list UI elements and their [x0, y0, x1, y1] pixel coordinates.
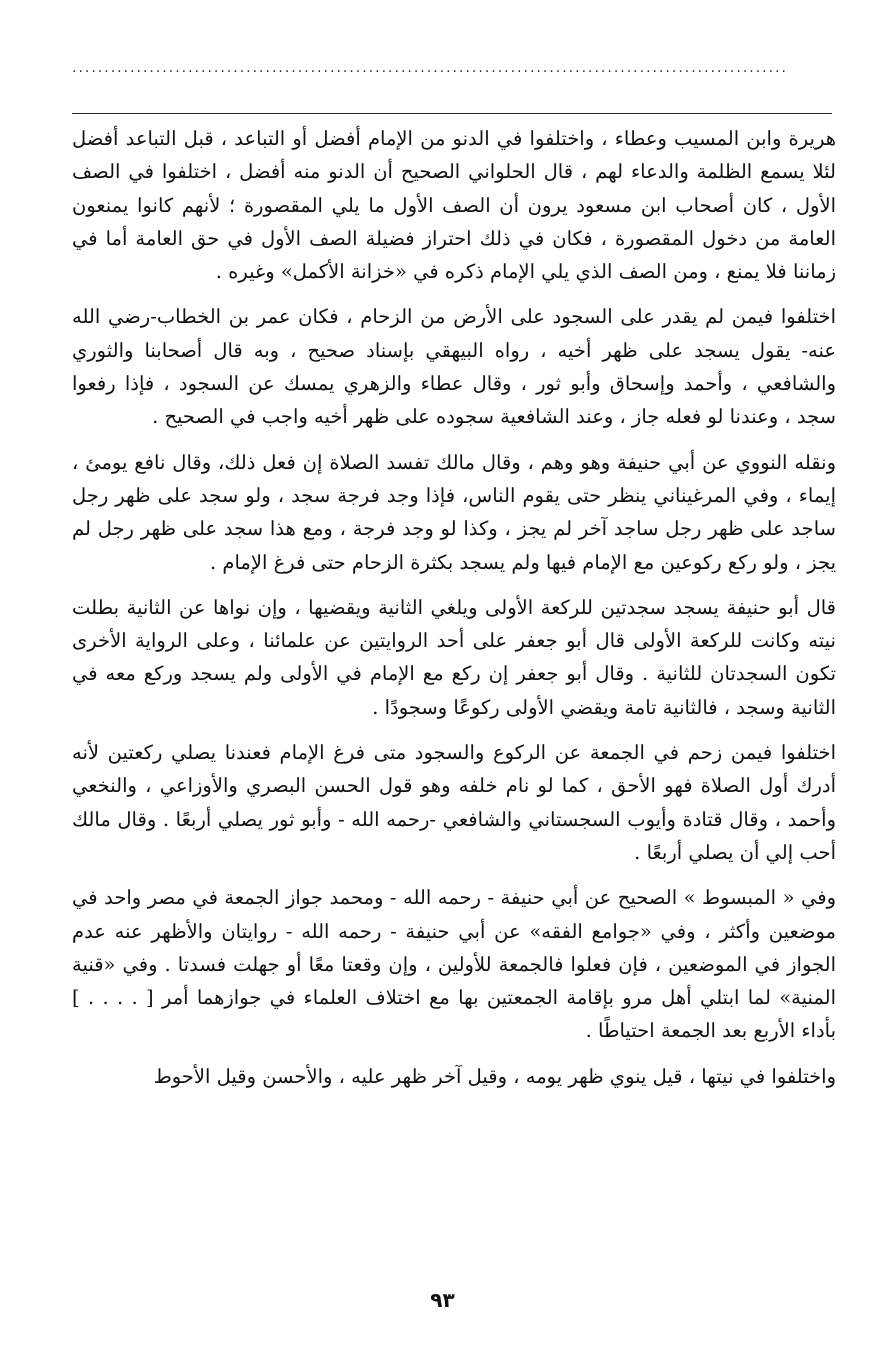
- header-rule: [72, 113, 832, 114]
- paragraph-4: قال أبو حنيفة يسجد سجدتين للركعة الأولى ويلغي الثانية ويقضيها ، وإن نواها عن الثانية بطلت نيته وكانت للركعة الأولى قال أبو جعفر على أحد الروايتين عن علمائنا ، وعلى الرواية الأخرى تكون السجدتان للثانية . وقال أبو جعفر إن ركع مع الإمام في الأولى ولم يسجد وركع معه في الثانية وسجد ، فالثانية تامة ويقضي الأولى ركوعًا وسجودًا .: [72, 595, 836, 719]
- main-text: [72, 122, 836, 1105]
- page-number: ٩٣: [430, 1288, 455, 1312]
- paragraph-1: هريرة وابن المسيب وعطاء ، واختلفوا في الدنو من الإمام أفضل أو التباعد ، قبل التباعد أفضل لئلا يسمع الظلمة والدعاء لهم ، قال الحلواني الصحيح أن الدنو منه أفضل ، اختلفوا في الصف الأول ، كان أصحاب ابن مسعود يرون أن الصف الأول ما يلي المقصورة ؛ لأنهم كانوا يمنعون العامة من دخول المقصورة ، فكان في ذلك احتراز فضيلة الصف الأول في حق العامة أما في زماننا فلا يمنع ، ومن الصف الذي يلي الإمام ذكره في «خزانة الأكمل» وغيره .: [72, 127, 836, 284]
- paragraph-5: اختلفوا فيمن زحم في الجمعة عن الركوع والسجود متى فرغ الإمام فعندنا يصلي ركعتين لأنه أدرك أول الصلاة فهو الأحق ، كما لو نام خلفه وهو قول الحسن البصري والأوزاعي ، والنخعي وأحمد ، وقال قتادة وأيوب السجستاني والشافعي -رحمه الله - وأبو ثور يصلي أربعًا . وقال مالك أحب إلي أن يصلي أربعًا .: [72, 741, 836, 864]
- paragraph-2: اختلفوا فيمن لم يقدر على السجود على الأرض من الزحام ، فكان عمر بن الخطاب-رضي الله عنه- يقول يسجد على ظهر أخيه ، رواه البيهقي بإسناد صحيح ، وبه قال أصحابنا والثوري والشافعي ، وأحمد وإسحاق وأبو ثور ، وقال عطاء والزهري يمسك عن السجود ، فإذا رفعوا سجد ، وعندنا لو فعله جاز ، وعند الشافعية سجوده على ظهر أخيه واجب في الصحيح .: [72, 305, 836, 429]
- paragraph-6: وفي « المبسوط » الصحيح عن أبي حنيفة - رحمه الله - ومحمد جواز الجمعة في مصر واحد في موضعين وأكثر ، وفي «جوامع الفقه» عن أبي حنيفة - رحمه الله - روايتان والأظهر عنه عدم الجواز في الموضعين ، فإن فعلوا فالجمعة للأولين ، وإن وقعتا معًا أو جهلت فسدتا . وفي «قنية المنية» لما ابتلي أهل مرو بإقامة الجمعتين بها مع اختلاف العلماء في جوازهما أمر [ . . . . ] بأداء الأربع بعد الجمعة احتياطًا .: [72, 886, 836, 1043]
- paragraph-3: ونقله النووي عن أبي حنيفة وهو وهم ، وقال مالك تفسد الصلاة إن فعل ذلك، وقال نافع يومئ ، إيماء ، وفي المرغيناني ينظر حتى يقوم الناس، فإذا وجد فرجة سجد ، ولو سجد على ظهر رجل ساجد على ظهر رجل ساجد آخر لم يجز ، وكذا لو وجد فرجة ، ومع هذا سجد على ظهر رجل لم يجز ، ولو ركع ركوعين مع الإمام فيها ولم يسجد بكثرة الزحام حتى فرغ الإمام .: [72, 450, 836, 574]
- paragraph-7: واختلفوا في نيتها ، قيل ينوي ظهر يومه ، وقيل آخر ظهر عليه ، والأحسن وقيل الأحوط: [153, 1064, 836, 1088]
- header-dotted-line: ...............................................................................................................: [72, 60, 788, 76]
